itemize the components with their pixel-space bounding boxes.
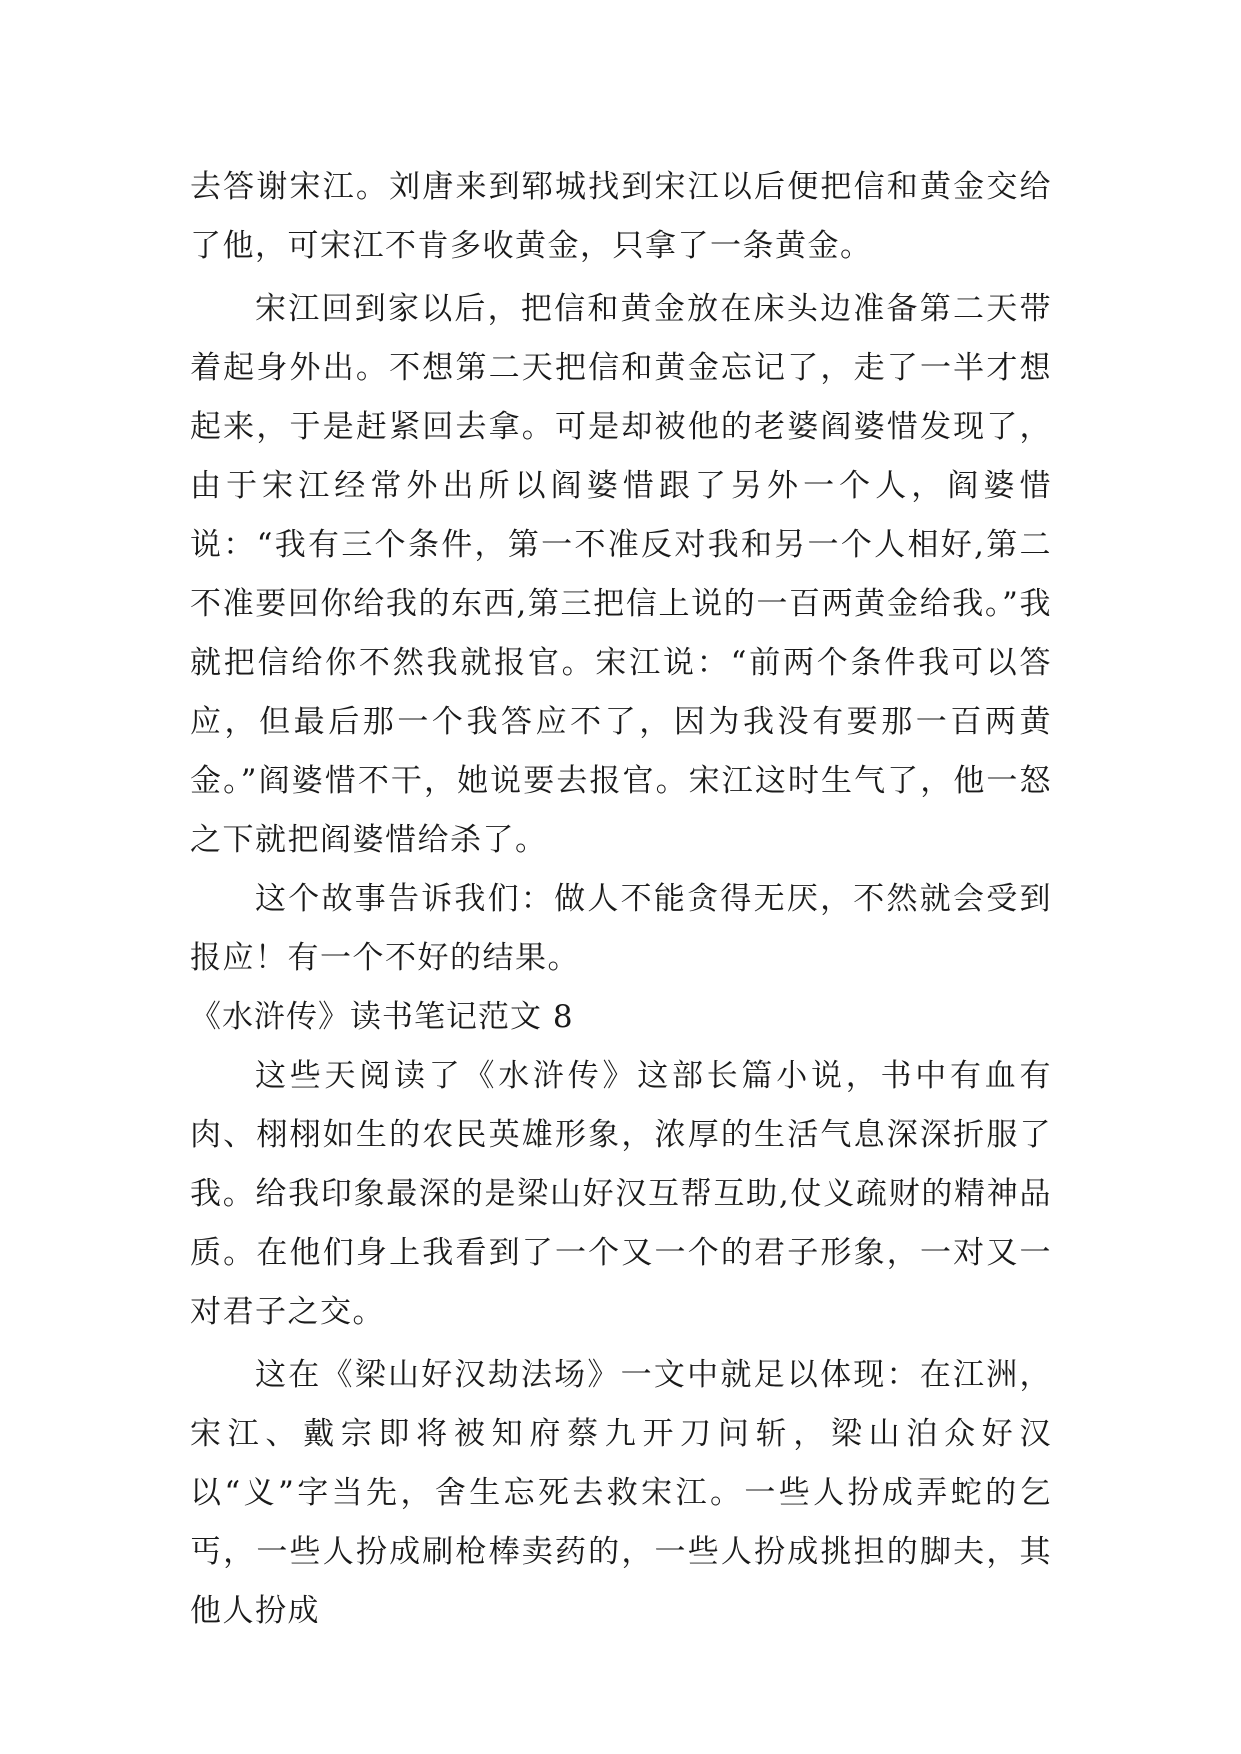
paragraph-2: 宋江回到家以后，把信和黄金放在床头边准备第二天带着起身外出。不想第二天把信和黄金忘记了，走了一半才想起来，于是赶紧回去拿。可是却被他的老婆阎婆惜发现了，由于宋江经常外出所以阎婆惜跟了另外一个人，阎婆惜说：“我有三个条件，第一不准反对我和另一个人相好,第二不准要回你给我的东西,第三把信上说的一百两黄金给我。”我就把信给你不然我就报官。宋江说：“前两个条件我可以答应，但最后那一个我答应不了，因为我没有要那一百两黄金。”阎婆惜不干，她说要去报官。宋江这时生气了，他一怒之下就把阎婆惜给杀了。 xyxy=(190,291,1052,858)
paragraph-5: 这在《梁山好汉劫法场》一文中就足以体现：在江洲，宋江、戴宗即将被知府蔡九开刀问斩，梁山泊众好汉以“义”字当先，舍生忘死去救宋江。一些人扮成弄蛇的乞丐，一些人扮成刷枪棒卖药的，一些人扮成挑担的脚夫，其他人扮成 xyxy=(190,1357,1052,1629)
paragraph-4: 这些天阅读了《水浒传》这部长篇小说，书中有血有肉、栩栩如生的农民英雄形象，浓厚的生活气息深深折服了我。给我印象最深的是梁山好汉互帮互助,仗义疏财的精神品质。在他们身上我看到了一个又一个的君子形象，一对又一对君子之交。 xyxy=(190,1058,1052,1330)
paragraph-3: 这个故事告诉我们：做人不能贪得无厌，不然就会受到报应！有一个不好的结果。 xyxy=(190,881,1052,976)
paragraph-1: 去答谢宋江。刘唐来到郓城找到宋江以后便把信和黄金交给了他，可宋江不肯多收黄金，只拿了一条黄金。 xyxy=(190,169,1052,264)
document-body xyxy=(190,158,1052,1641)
section-heading: 《水浒传》读书笔记范文 8 xyxy=(190,999,574,1035)
